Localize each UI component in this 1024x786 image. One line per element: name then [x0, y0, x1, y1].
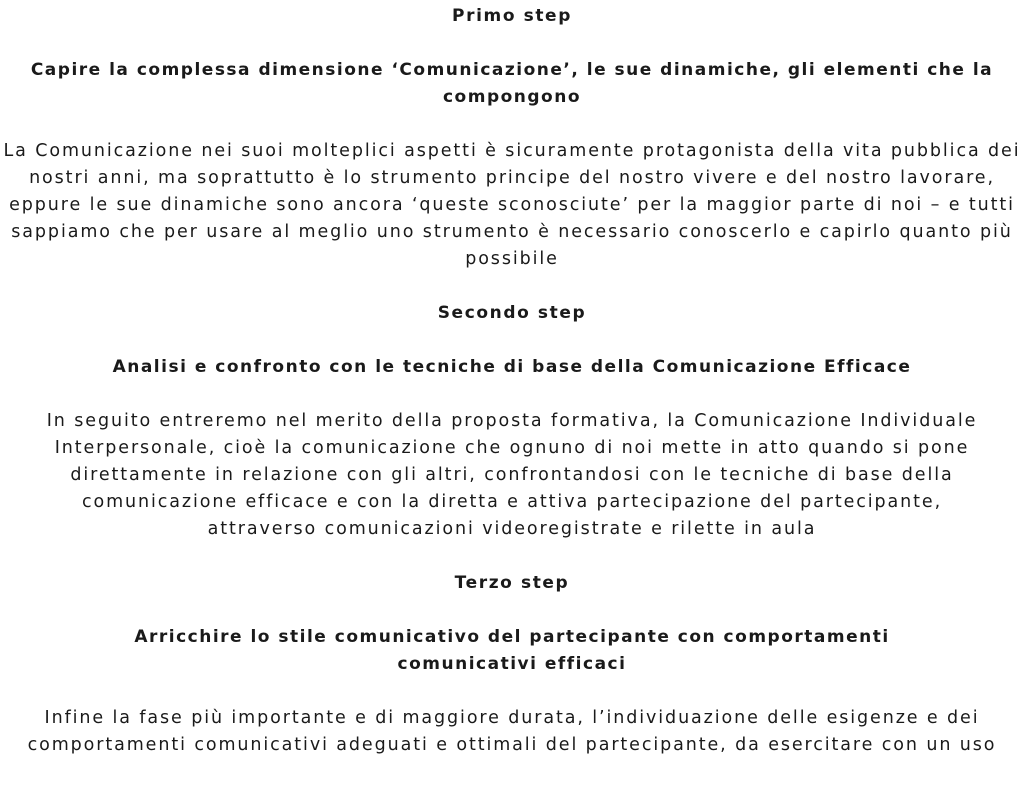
section-heading: Capire la complessa dimensione ‘Comunicazione’, le sue dinamiche, gli elementi che la compongono: [30, 60, 994, 107]
section-paragraph: Infine la fase più importante e di maggiore durata, l’individuazione delle esigenze e dei comportamenti comunicativi adeguati e ottimali del partecipante, da esercitare con un uso: [27, 708, 997, 755]
section-heading: Analisi e confronto con le tecniche di base della Comunicazione Efficace: [112, 357, 912, 377]
step-title: Primo step: [452, 6, 572, 26]
section-paragraph: In seguito entreremo nel merito della proposta formativa, la Comunicazione Individuale Interpersonale, cioè la comunicazione che ognuno di noi mette in atto quando si pone direttamente in relazione con gli altri, confrontandosi con le tecniche di base della comunicazione efficace e con la diretta e attiva partecipazione del partecipante, attraverso comunicazioni videoregistrate e rilette in aula: [46, 411, 978, 539]
step-title: Terzo step: [454, 573, 570, 593]
section-secondo-step: [0, 300, 1024, 543]
section-terzo-step: [0, 570, 1024, 759]
section-primo-step: [0, 3, 1024, 273]
section-heading: Arricchire lo stile comunicativo del partecipante con comportamenti comunicativi efficaci: [134, 627, 890, 674]
step-title: Secondo step: [437, 303, 587, 323]
document-content: [0, 3, 1024, 786]
section-paragraph: La Comunicazione nei suoi molteplici aspetti è sicuramente protagonista della vita pubblica dei nostri anni, ma soprattutto è lo strumento principe del nostro vivere e del nostro lavorare, eppure le sue dinamiche sono ancora ‘queste sconosciute’ per la maggior parte di noi – e tutti sappiamo che per usare al meglio uno strumento è necessario conoscerlo e capirlo quanto più possibile: [3, 141, 1021, 269]
